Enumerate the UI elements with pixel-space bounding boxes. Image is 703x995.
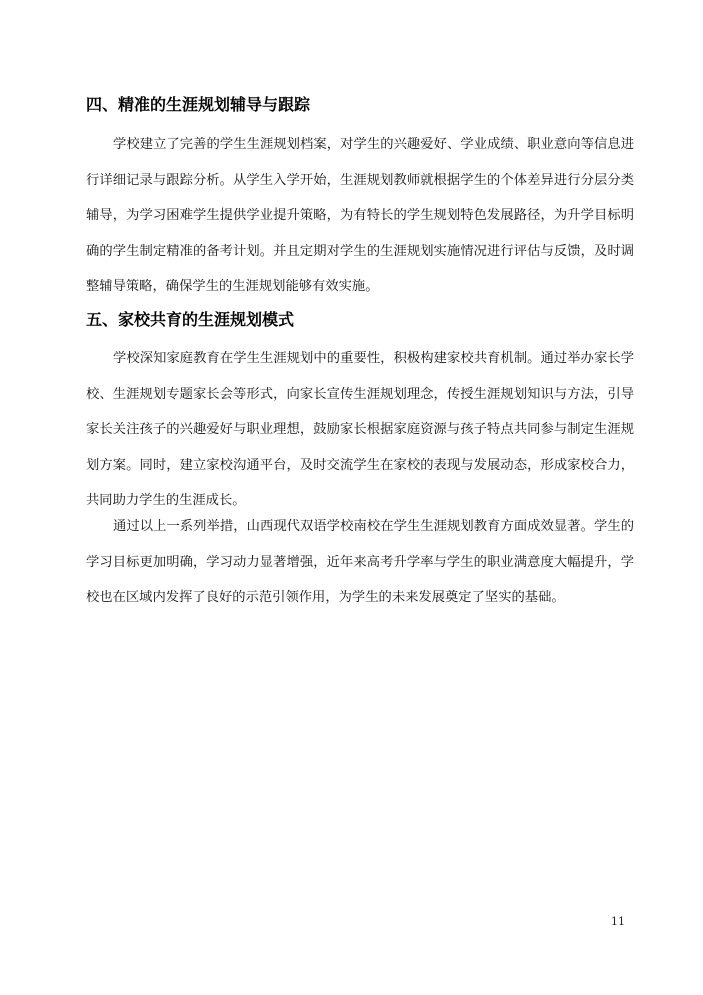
page-number: 11 (611, 915, 625, 928)
section-4-paragraph: 学校建立了完善的学生生涯规划档案，对学生的兴趣爱好、学业成绩、职业意向等信息进行详细记录与跟踪分析。从学生入学开始，生涯规划教师就根据学生的个体差异进行分层分类辅导，为学习困难学生提供学业提升策略，为有特长的学生规划特色发展路径，为升学目标明确的学生制定精准的备考计划。并且定期对学生的生涯规划实施情况进行评估与反馈，及时调整辅导策略，确保学生的生涯规划能够有效实施。 (86, 137, 634, 295)
section-heading-4: 四、精准的生涯规划辅导与跟踪 (86, 95, 311, 114)
conclusion-paragraph: 通过以上一系列举措，山西现代双语学校南校在学生生涯规划教育方面成效显著。学生的学习目标更加明确，学习动力显著增强，近年来高考升学率与学生的职业满意度大幅提升，学校也在区域内发挥了良好的示范引领作用，为学生的未来发展奠定了坚实的基础。 (86, 519, 634, 606)
section-heading-5: 五、家校共育的生涯规划模式 (86, 310, 295, 329)
section-5-paragraph: 学校深知家庭教育在学生生涯规划中的重要性，积极构建家校共育机制。通过举办家长学校、生涯规划专题家长会等形式，向家长宣传生涯规划理念，传授生涯规划知识与方法，引导家长关注孩子的兴趣爱好与职业理想，鼓励家长根据家庭资源与孩子特点共同参与制定生涯规划方案。同时，建立家校沟通平台，及时交流学生在家校的表现与发展动态，形成家校合力，共同助力学生的生涯成长。 (86, 351, 634, 509)
